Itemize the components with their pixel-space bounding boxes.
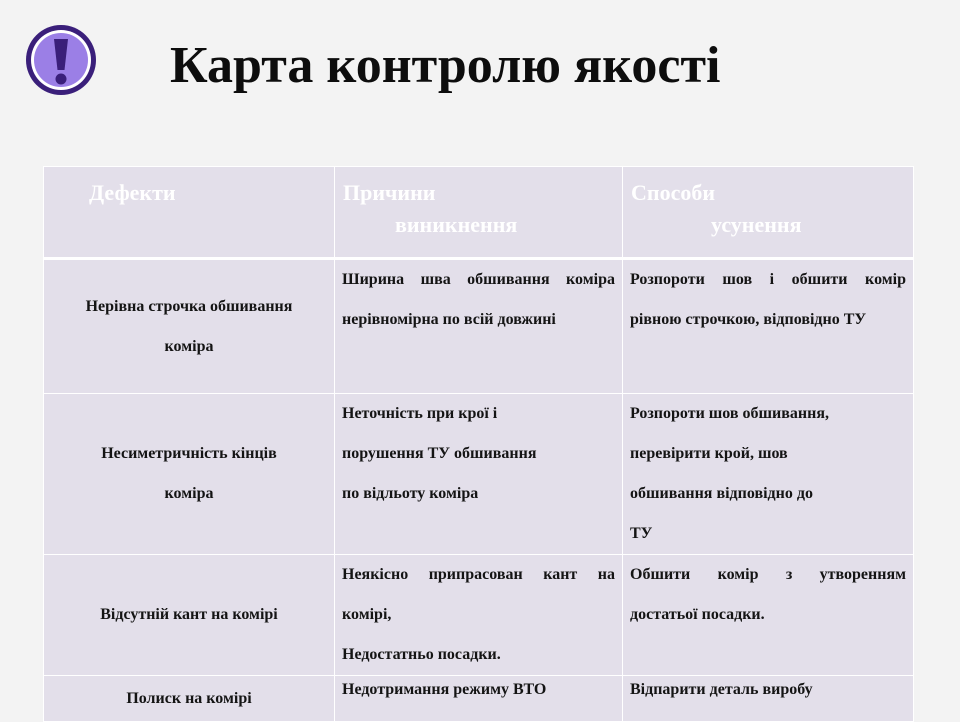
defect-cell [44, 259, 335, 394]
defect-text-line2: коміра [164, 337, 214, 355]
cause-cell [335, 394, 623, 555]
defect-text-line1: Несиметричність кінців [101, 445, 277, 462]
header-defects-label: Дефекти [89, 180, 176, 205]
page-title: Карта контролю якості [170, 37, 721, 94]
fix-cell: Обшити комір з утворенням достатьої посадки. [623, 555, 914, 676]
table-row [44, 676, 914, 722]
fix-cell: Розпороти шов і обшити комір рівною строчкою, відповідно ТУ [623, 259, 914, 394]
table-row [44, 555, 914, 676]
defect-text-line1: Нерівна строчка обшивання [85, 297, 293, 315]
cause-cell: Ширина шва обшивання коміра нерівномірна по всій довжині [335, 259, 623, 394]
header-fixes-line2: усунення [711, 212, 802, 237]
quality-control-table [43, 166, 914, 722]
cause-text-line2: порушення ТУ обшивання [342, 445, 537, 462]
cause-text-line2: Недостатньо посадки. [342, 646, 501, 663]
exclamation-icon [23, 22, 99, 98]
header-defects [44, 167, 335, 259]
table-row [44, 259, 914, 394]
fix-text-line1: Розпороти шов обшивання, [630, 405, 829, 422]
fix-cell: Відпарити деталь виробу [623, 676, 914, 722]
cause-cell [335, 555, 623, 676]
fix-text-line2: перевірити крой, шов [630, 445, 788, 462]
fix-text-line3: обшивання відповідно до [630, 485, 813, 502]
header-fixes [623, 167, 914, 259]
table-row [44, 394, 914, 555]
defect-cell [44, 394, 335, 555]
fix-cell [623, 394, 914, 555]
fix-text-line4: ТУ [630, 525, 653, 542]
defect-cell: Полиск на комірі [44, 676, 335, 722]
cause-text-line1: Неякісно припрасован кант на комірі, [342, 566, 615, 623]
defect-text-line2: коміра [164, 485, 214, 502]
cause-text-line3: по відльоту коміра [342, 485, 479, 502]
header-causes-line2: виникнення [395, 212, 518, 237]
cause-text-line1: Неточність при крої і [342, 405, 498, 422]
header-causes [335, 167, 623, 259]
cause-cell: Недотримання режиму ВТО [335, 676, 623, 722]
defect-cell: Відсутній кант на комірі [44, 555, 335, 676]
header-fixes-line1: Способи [631, 180, 716, 205]
header-causes-line1: Причини [343, 180, 436, 205]
table-header-row [44, 167, 914, 259]
